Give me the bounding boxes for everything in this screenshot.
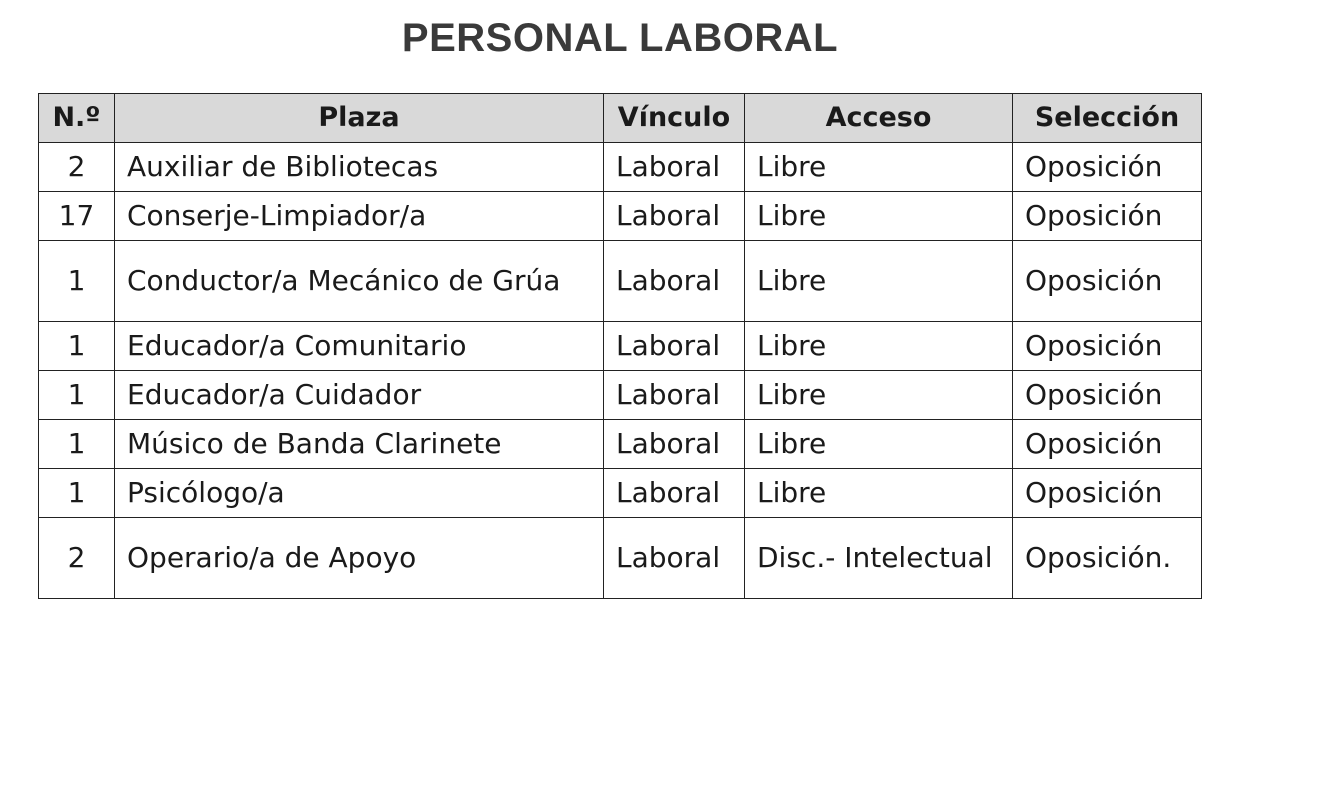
cell-acceso: Libre <box>745 420 1013 469</box>
table-row <box>39 192 1202 241</box>
cell-plaza: Auxiliar de Bibliotecas <box>115 143 604 192</box>
header-seleccion: Selección <box>1013 94 1202 143</box>
cell-acceso: Libre <box>745 192 1013 241</box>
cell-vinculo: Laboral <box>604 420 745 469</box>
header-vinculo: Vínculo <box>604 94 745 143</box>
cell-plaza: Psicólogo/a <box>115 469 604 518</box>
cell-vinculo: Laboral <box>604 241 745 322</box>
cell-num: 2 <box>39 518 115 599</box>
cell-vinculo: Laboral <box>604 192 745 241</box>
page-title: PERSONAL LABORAL <box>401 16 839 60</box>
cell-seleccion: Oposición <box>1013 469 1202 518</box>
cell-plaza: Músico de Banda Clarinete <box>115 420 604 469</box>
cell-vinculo: Laboral <box>604 143 745 192</box>
cell-acceso: Libre <box>745 143 1013 192</box>
cell-seleccion: Oposición <box>1013 241 1202 322</box>
cell-seleccion: Oposición <box>1013 143 1202 192</box>
cell-num: 17 <box>39 192 115 241</box>
cell-vinculo: Laboral <box>604 469 745 518</box>
cell-vinculo: Laboral <box>604 322 745 371</box>
cell-acceso: Disc.- Intelectual <box>745 518 1013 599</box>
cell-num: 1 <box>39 420 115 469</box>
table-header-row <box>39 94 1202 143</box>
table-row <box>39 371 1202 420</box>
cell-seleccion: Oposición <box>1013 371 1202 420</box>
cell-plaza: Educador/a Comunitario <box>115 322 604 371</box>
cell-num: 1 <box>39 469 115 518</box>
cell-vinculo: Laboral <box>604 371 745 420</box>
cell-seleccion: Oposición <box>1013 322 1202 371</box>
table-row <box>39 469 1202 518</box>
cell-num: 1 <box>39 371 115 420</box>
table-row <box>39 322 1202 371</box>
header-num: N.º <box>39 94 115 143</box>
cell-seleccion: Oposición <box>1013 192 1202 241</box>
cell-acceso: Libre <box>745 371 1013 420</box>
cell-plaza: Educador/a Cuidador <box>115 371 604 420</box>
table-row <box>39 143 1202 192</box>
staff-table <box>38 93 1202 599</box>
cell-seleccion: Oposición <box>1013 420 1202 469</box>
cell-num: 2 <box>39 143 115 192</box>
table-row <box>39 518 1202 599</box>
cell-plaza: Operario/a de Apoyo <box>115 518 604 599</box>
cell-num: 1 <box>39 241 115 322</box>
cell-acceso: Libre <box>745 469 1013 518</box>
table-row <box>39 241 1202 322</box>
cell-plaza: Conserje-Limpiador/a <box>115 192 604 241</box>
table-row <box>39 420 1202 469</box>
cell-vinculo: Laboral <box>604 518 745 599</box>
cell-plaza: Conductor/a Mecánico de Grúa <box>115 241 604 322</box>
cell-num: 1 <box>39 322 115 371</box>
cell-acceso: Libre <box>745 322 1013 371</box>
header-acceso: Acceso <box>745 94 1013 143</box>
cell-acceso: Libre <box>745 241 1013 322</box>
cell-seleccion: Oposición. <box>1013 518 1202 599</box>
header-plaza: Plaza <box>115 94 604 143</box>
